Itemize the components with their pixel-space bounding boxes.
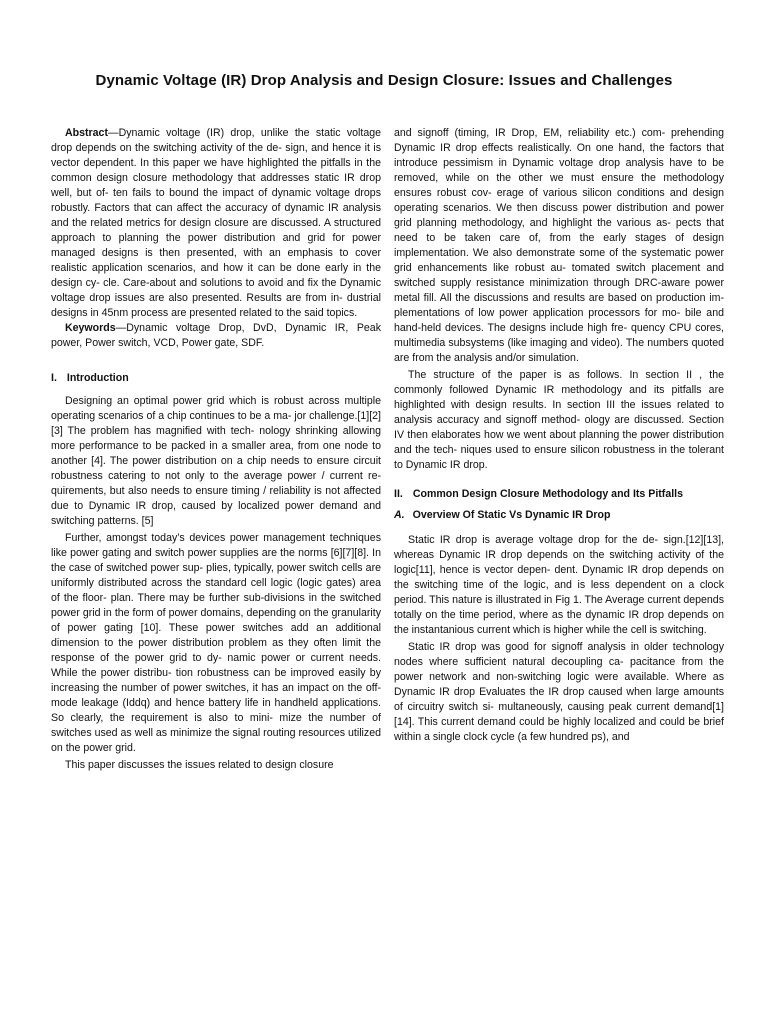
subsection-title: Overview Of Static Vs Dynamic IR Drop: [412, 509, 611, 521]
subsection-number: A.: [394, 509, 405, 521]
abstract-label: Abstract: [65, 127, 108, 139]
body-paragraph: Static IR drop was good for signoff analysis in older technology nodes where sufficient natural decoupling ca- pacitance from the power network and non-switching logic were available. Where as Dynamic IR drop Evaluates the IR drop caused when large amounts of circuitry switch si- multaneously, causing peak current demand[1][14]. This current demand could be highly localized and could be brief within a single clock cycle (a few hundred ps), and: [394, 641, 724, 743]
section-heading-introduction: [51, 371, 381, 386]
body-paragraph: Designing an optimal power grid which is robust across multiple operating scenarios of a chip continues to be a ma- jor challenge.[1][2][3] The problem has magnified with tech- nology shrinking allowing more performance to be packed in a smaller area, from one node to another [4]. The power distribution on a chip needs to ensure circuit robustness catering to not only to the average power / current re- quirements, but also needs to ensure timing / reliability is not affected due to Dynamic IR drop, caused by localized power demand and switching patterns. [5]: [51, 395, 381, 527]
keywords-paragraph: [51, 321, 381, 351]
right-column: [394, 126, 724, 745]
keywords-text: —Dynamic voltage Drop, DvD, Dynamic IR, Peak power, Power switch, VCD, Power gate, SDF.: [51, 322, 381, 349]
body-paragraph: The structure of the paper is as follows. In section II , the commonly followed Dynamic IR methodology and its pitfalls are highlighted with design results. In section III the issues related to analysis accuracy and signoff method- ology are discussed. Section IV then elaborates how we went about planning the power distribution and the tech- niques used to ensure silicon robustness in the tolerant to Dynamic IR drop.: [394, 369, 724, 471]
abstract-text: —Dynamic voltage (IR) drop, unlike the static voltage drop depends on the switching activity of the de- sign, and hence it is vector dependent. In this paper we have highlighted the pitfalls in the common design closure methodology that addresses static IR drop well, but of- ten fails to bound the impact of dynamic voltage drops robustly. Factors that can affect the accuracy of dynamic IR analysis and the related metrics for design closure are discussed. A structured approach to planning the power distribution and grid for power managed designs is then presented, with an emphasis to cover realistic application scenarios, and how it can be done early in the design cy- cle. Care-about and solutions to avoid and fix the Dynamic voltage drop issues are also presented. Results are from in- dustrial designs in 45nm process are presented related to the said topics.: [51, 127, 381, 319]
body-paragraph: Static IR drop is average voltage drop for the de- sign.[12][13], whereas Dynamic IR drop depends on the switching activity of the logic[11], hence is vector depen- dent. Dynamic IR drop depends on the switching time of the logic, and is less dependent on a clock period. This nature is illustrated in Fig 1. The Average current depends totally on the time period, where as the dynamic IR drop depends on the instantanious current which is higher while the cell is switching.: [394, 534, 724, 636]
section-title: Introduction: [66, 372, 129, 384]
left-column: [51, 126, 381, 773]
section-title: Common Design Closure Methodology and Its Pitfalls: [412, 488, 684, 500]
abstract-paragraph: [51, 126, 381, 321]
section-number: I.: [51, 372, 57, 384]
body-paragraph: Further, amongst today’s devices power management techniques like power gating and switch power supplies are the norms [6][7][8]. In the case of switched power sup- plies, typically, power switch cells are uniformly distributed across the standard cell logic (logic gates) area of the floor- plan. There may be further sub-divisions in the switched power grid in the form of power domains, depending on the granularity of power gating [10]. These power switches add an additional dimension to the power distribution problem as they often limit the response of the power grid to dy- namic power or current needs. While the power distribu- tion robustness can be improved easily by increasing the number of power switches, it has an impact on the off- mode leakage (Iddq) and hence battery life in handheld applications. So clearly, the requirement is also to mini- mize the number of switches used as well as minimize the signal routing resources utilized on the power grid.: [51, 532, 381, 754]
paper-title: Dynamic Voltage (IR) Drop Analysis and Design Closure: Issues and Challenges: [95, 72, 673, 89]
section-number: II.: [394, 488, 403, 500]
body-paragraph: This paper discusses the issues related to design closure: [65, 759, 334, 771]
section-heading-methodology: [394, 487, 724, 502]
body-paragraph: and signoff (timing, IR Drop, EM, reliability etc.) com- prehending Dynamic IR drop effects realistically. On one hand, the factors that introduce pessimism in Dynamic voltage drop analysis have to be removed, while on the other we must ensure the methodology ensures robust cov- erage of various silicon conditions and design operating scenarios. We then discuss power distribution and power grid planning methodology, and highlight the various as- pects that need to be taken care of, from the early stages of design implementation. We also demonstrate some of the systematic power grid enhancements like robust au- tomated switch placement and switched supply resistance minimization through DRC-aware power metal fill. All the discussions and results are based on production im- plementations of low power application processors for mo- bile and hand-held devices. The designs include high fre- quency CPU cores, multimedia subsystems (like imaging and video). The numbers quoted are from the analysis and/or simulation.: [394, 127, 724, 364]
subsection-heading-overview: [394, 508, 724, 523]
keywords-label: Keywords: [65, 322, 116, 334]
